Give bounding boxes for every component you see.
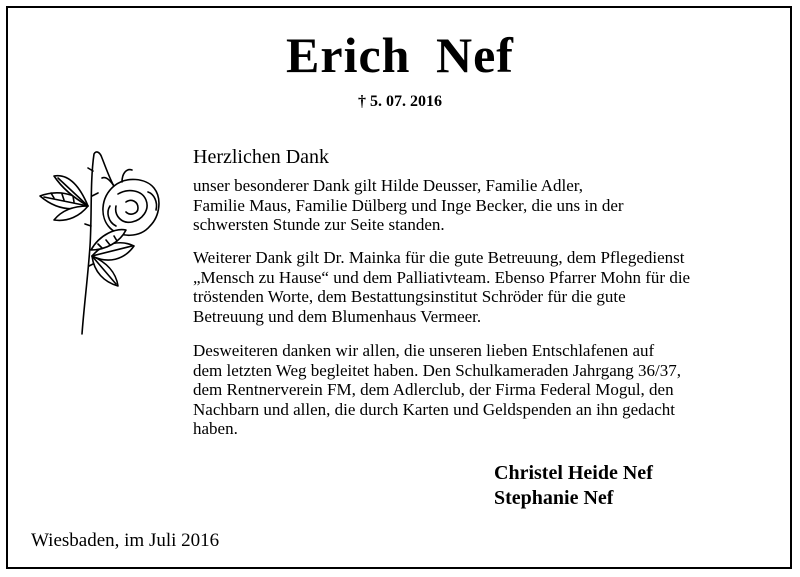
- death-date: † 5. 07. 2016: [358, 93, 442, 110]
- signature-name: Christel Heide Nef: [494, 462, 653, 484]
- thanks-heading: Herzlichen Dank: [193, 146, 330, 168]
- signature-name: Stephanie Nef: [494, 487, 614, 509]
- thanks-paragraph-1: unser besonderer Dank gilt Hilde Deusser, Familie Adler, Familie Maus, Familie Dülberg und Inge Becker, die uns in der schwersten Stunde zur Seite standen.: [193, 176, 624, 235]
- thanks-paragraph-2: Weiterer Dank gilt Dr. Mainka für die gute Betreuung, dem Pflegedienst „Mensch zu Hause“ und dem Palliativteam. Ebenso Pfarrer Mohn für die tröstenden Worte, dem Bestattungsinstitut Schröder für die gute Betreuung und dem Blumenhaus Vermeer.: [193, 248, 691, 326]
- place-and-date: Wiesbaden, im Juli 2016: [31, 530, 220, 551]
- signatures: [494, 461, 653, 511]
- deceased-name: Erich Nef: [286, 27, 514, 83]
- thanks-paragraph-3: Desweiteren danken wir allen, die unseren lieben Entschlafenen auf dem letzten Weg begleitet haben. Den Schulkameraden Jahrgang 36/37, dem Rentnerverein FM, dem Adlerclub, der Firma Federal Mogul, den Nachbarn und allen, die durch Karten und Geldspenden an ihn gedacht haben.: [193, 341, 682, 439]
- rose-icon: [30, 146, 170, 336]
